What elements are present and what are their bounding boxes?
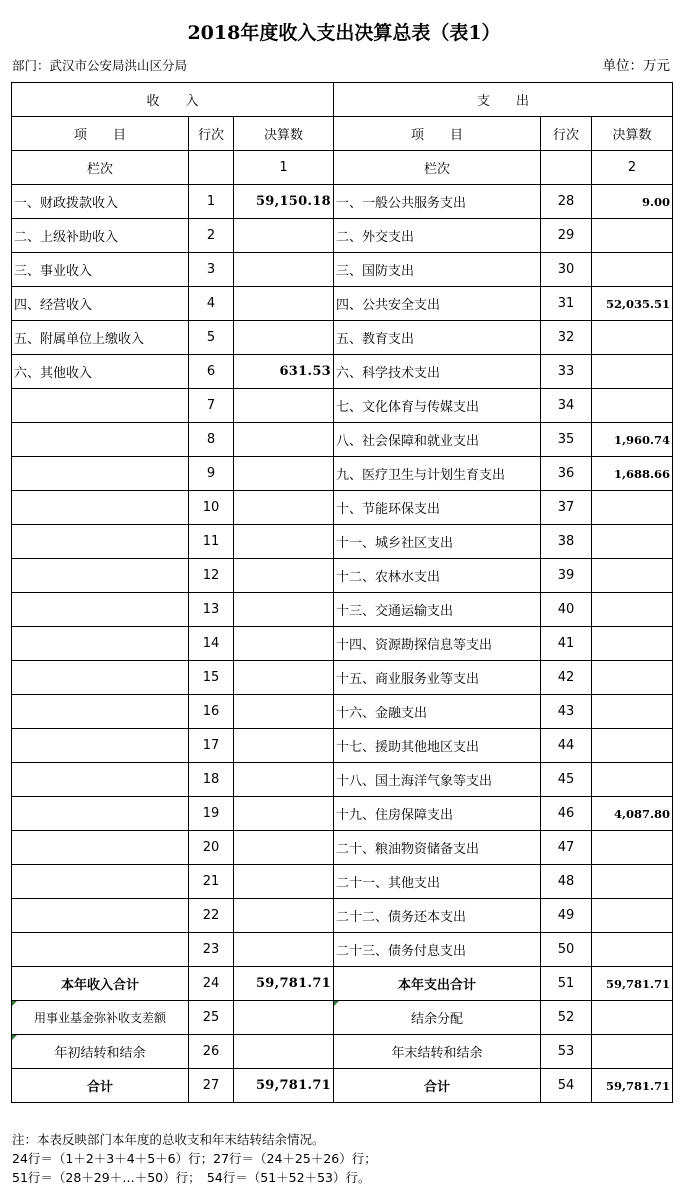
expense-amount bbox=[592, 559, 673, 593]
expense-item: 二十三、债务付息支出 bbox=[334, 933, 541, 967]
income-line-no: 9 bbox=[189, 457, 234, 491]
budget-table bbox=[11, 82, 673, 1103]
income-line-no: 21 bbox=[189, 865, 234, 899]
expense-item: 十三、交通运输支出 bbox=[334, 593, 541, 627]
table-row bbox=[12, 525, 673, 559]
expense-item: 四、公共安全支出 bbox=[334, 287, 541, 321]
income-item bbox=[12, 593, 189, 627]
expense-column-number: 2 bbox=[592, 151, 673, 185]
income-amount bbox=[234, 423, 334, 457]
unit-label: 单位：万元 bbox=[602, 58, 670, 74]
surplus-distribution-amount bbox=[592, 1001, 673, 1035]
begin-balance-amount bbox=[234, 1035, 334, 1069]
expense-amount: 4,087.80 bbox=[592, 797, 673, 831]
income-amount bbox=[234, 253, 334, 287]
column-number-row bbox=[12, 151, 673, 185]
expense-line-no: 44 bbox=[541, 729, 592, 763]
end-balance-amount bbox=[592, 1035, 673, 1069]
income-amount bbox=[234, 457, 334, 491]
begin-balance-line-no: 26 bbox=[189, 1035, 234, 1069]
income-line-no: 23 bbox=[189, 933, 234, 967]
income-item bbox=[12, 423, 189, 457]
end-balance-label: 年末结转和结余 bbox=[334, 1035, 541, 1069]
expense-amount bbox=[592, 661, 673, 695]
expense-item: 六、科学技术支出 bbox=[334, 355, 541, 389]
income-line-no: 3 bbox=[189, 253, 234, 287]
expense-line-no-header: 行次 bbox=[541, 117, 592, 151]
grand-expense-label: 合计 bbox=[334, 1069, 541, 1103]
table-row bbox=[12, 729, 673, 763]
income-amount bbox=[234, 729, 334, 763]
expense-item: 二、外交支出 bbox=[334, 219, 541, 253]
income-line-no: 17 bbox=[189, 729, 234, 763]
expense-amount: 1,960.74 bbox=[592, 423, 673, 457]
table-row bbox=[12, 219, 673, 253]
income-item bbox=[12, 627, 189, 661]
expense-item: 九、医疗卫生与计划生育支出 bbox=[334, 457, 541, 491]
income-total-line-no: 24 bbox=[189, 967, 234, 1001]
expense-amount bbox=[592, 355, 673, 389]
income-item bbox=[12, 457, 189, 491]
expense-amount: 52,035.51 bbox=[592, 287, 673, 321]
income-line-no: 5 bbox=[189, 321, 234, 355]
expense-amount-header: 决算数 bbox=[592, 117, 673, 151]
grand-income-amount: 59,781.71 bbox=[234, 1069, 334, 1103]
table-row bbox=[12, 491, 673, 525]
grand-total-row bbox=[12, 1069, 673, 1103]
expense-amount bbox=[592, 219, 673, 253]
income-line-no: 4 bbox=[189, 287, 234, 321]
expense-item: 三、国防支出 bbox=[334, 253, 541, 287]
expense-line-no: 36 bbox=[541, 457, 592, 491]
income-item bbox=[12, 797, 189, 831]
expense-item: 二十一、其他支出 bbox=[334, 865, 541, 899]
expense-amount: 1,688.66 bbox=[592, 457, 673, 491]
column-header-row bbox=[12, 117, 673, 151]
expense-line-no: 40 bbox=[541, 593, 592, 627]
annual-total-row bbox=[12, 967, 673, 1001]
income-item: 二、上级补助收入 bbox=[12, 219, 189, 253]
expense-line-no: 28 bbox=[541, 185, 592, 219]
expense-item-header: 项 目 bbox=[334, 117, 541, 151]
balance-row bbox=[12, 1035, 673, 1069]
expense-amount bbox=[592, 831, 673, 865]
expense-item: 十四、资源勘探信息等支出 bbox=[334, 627, 541, 661]
income-line-no: 11 bbox=[189, 525, 234, 559]
income-item: 五、附属单位上缴收入 bbox=[12, 321, 189, 355]
table-row bbox=[12, 661, 673, 695]
expense-amount bbox=[592, 729, 673, 763]
section-header-row bbox=[12, 83, 673, 117]
table-row bbox=[12, 695, 673, 729]
income-line-no: 18 bbox=[189, 763, 234, 797]
report-title: 2018年度收入支出决算总表（表1） bbox=[187, 22, 501, 44]
expense-amount bbox=[592, 389, 673, 423]
income-amount bbox=[234, 627, 334, 661]
income-section-header: 收 入 bbox=[12, 83, 334, 117]
income-line-no: 7 bbox=[189, 389, 234, 423]
income-amount: 631.53 bbox=[234, 355, 334, 389]
income-line-no: 12 bbox=[189, 559, 234, 593]
expense-amount bbox=[592, 763, 673, 797]
expense-section-header: 支 出 bbox=[334, 83, 673, 117]
income-amount bbox=[234, 219, 334, 253]
expense-line-no: 47 bbox=[541, 831, 592, 865]
income-amount bbox=[234, 559, 334, 593]
table-row bbox=[12, 287, 673, 321]
fund-offset-label: 用事业基金弥补收支差额 bbox=[12, 1001, 189, 1035]
grand-income-line-no: 27 bbox=[189, 1069, 234, 1103]
expense-line-no: 35 bbox=[541, 423, 592, 457]
footnotes bbox=[12, 1130, 377, 1187]
income-amount bbox=[234, 389, 334, 423]
table-row bbox=[12, 593, 673, 627]
fund-offset-line-no: 25 bbox=[189, 1001, 234, 1035]
empty-cell bbox=[189, 151, 234, 185]
income-amount bbox=[234, 763, 334, 797]
expense-line-no: 34 bbox=[541, 389, 592, 423]
income-amount bbox=[234, 899, 334, 933]
table-row bbox=[12, 389, 673, 423]
income-item bbox=[12, 389, 189, 423]
income-line-no: 6 bbox=[189, 355, 234, 389]
table-row bbox=[12, 763, 673, 797]
data-rows bbox=[12, 185, 673, 967]
income-amount bbox=[234, 695, 334, 729]
income-item: 四、经营收入 bbox=[12, 287, 189, 321]
income-item-header: 项 目 bbox=[12, 117, 189, 151]
expense-line-no: 37 bbox=[541, 491, 592, 525]
expense-item: 十一、城乡社区支出 bbox=[334, 525, 541, 559]
expense-amount: 9.00 bbox=[592, 185, 673, 219]
expense-line-no: 33 bbox=[541, 355, 592, 389]
expense-line-no: 29 bbox=[541, 219, 592, 253]
income-amount bbox=[234, 933, 334, 967]
income-item bbox=[12, 865, 189, 899]
expense-line-no: 42 bbox=[541, 661, 592, 695]
income-item bbox=[12, 729, 189, 763]
table-row bbox=[12, 457, 673, 491]
expense-amount bbox=[592, 865, 673, 899]
income-line-no: 8 bbox=[189, 423, 234, 457]
expense-line-no: 45 bbox=[541, 763, 592, 797]
expense-item: 十二、农林水支出 bbox=[334, 559, 541, 593]
income-amount bbox=[234, 321, 334, 355]
income-total-amount: 59,781.71 bbox=[234, 967, 334, 1001]
expense-item: 一、一般公共服务支出 bbox=[334, 185, 541, 219]
expense-item: 五、教育支出 bbox=[334, 321, 541, 355]
table-row bbox=[12, 865, 673, 899]
income-column-label: 栏次 bbox=[12, 151, 189, 185]
income-amount bbox=[234, 865, 334, 899]
note-line: 24行＝（1＋2＋3＋4＋5＋6）行；27行＝（24＋25＋26）行； bbox=[12, 1151, 377, 1166]
income-item bbox=[12, 525, 189, 559]
income-amount bbox=[234, 661, 334, 695]
expense-amount bbox=[592, 933, 673, 967]
expense-item: 八、社会保障和就业支出 bbox=[334, 423, 541, 457]
expense-item: 十、节能环保支出 bbox=[334, 491, 541, 525]
income-total-label: 本年收入合计 bbox=[12, 967, 189, 1001]
expense-item: 十九、住房保障支出 bbox=[334, 797, 541, 831]
note-line: 51行＝（28＋29＋…＋50）行； 54行＝（51＋52＋53）行。 bbox=[12, 1170, 371, 1185]
expense-line-no: 30 bbox=[541, 253, 592, 287]
expense-amount bbox=[592, 695, 673, 729]
end-balance-line-no: 53 bbox=[541, 1035, 592, 1069]
expense-amount bbox=[592, 593, 673, 627]
table-row bbox=[12, 185, 673, 219]
income-line-no: 22 bbox=[189, 899, 234, 933]
table-row bbox=[12, 423, 673, 457]
income-line-no: 2 bbox=[189, 219, 234, 253]
income-line-no: 15 bbox=[189, 661, 234, 695]
expense-line-no: 49 bbox=[541, 899, 592, 933]
expense-line-no: 32 bbox=[541, 321, 592, 355]
expense-amount bbox=[592, 321, 673, 355]
income-amount bbox=[234, 831, 334, 865]
expense-item: 十八、国土海洋气象等支出 bbox=[334, 763, 541, 797]
expense-line-no: 31 bbox=[541, 287, 592, 321]
expense-item: 十六、金融支出 bbox=[334, 695, 541, 729]
income-amount bbox=[234, 797, 334, 831]
income-item bbox=[12, 831, 189, 865]
table-row bbox=[12, 253, 673, 287]
expense-item: 七、文化体育与传媒支出 bbox=[334, 389, 541, 423]
income-line-no: 1 bbox=[189, 185, 234, 219]
income-item: 一、财政拨款收入 bbox=[12, 185, 189, 219]
income-amount bbox=[234, 491, 334, 525]
grand-expense-amount: 59,781.71 bbox=[592, 1069, 673, 1103]
expense-amount bbox=[592, 253, 673, 287]
income-line-no: 19 bbox=[189, 797, 234, 831]
income-line-no: 10 bbox=[189, 491, 234, 525]
expense-line-no: 43 bbox=[541, 695, 592, 729]
income-column-number: 1 bbox=[234, 151, 334, 185]
expense-line-no: 38 bbox=[541, 525, 592, 559]
expense-item: 二十、粮油物资储备支出 bbox=[334, 831, 541, 865]
income-line-no: 14 bbox=[189, 627, 234, 661]
table-row bbox=[12, 933, 673, 967]
expense-amount bbox=[592, 491, 673, 525]
fund-offset-amount bbox=[234, 1001, 334, 1035]
expense-column-label: 栏次 bbox=[334, 151, 541, 185]
expense-total-label: 本年支出合计 bbox=[334, 967, 541, 1001]
income-item: 三、事业收入 bbox=[12, 253, 189, 287]
income-amount bbox=[234, 287, 334, 321]
income-item bbox=[12, 559, 189, 593]
table-row bbox=[12, 355, 673, 389]
surplus-distribution-label: 结余分配 bbox=[334, 1001, 541, 1035]
income-item bbox=[12, 695, 189, 729]
income-line-no: 13 bbox=[189, 593, 234, 627]
income-item: 六、其他收入 bbox=[12, 355, 189, 389]
table-row bbox=[12, 321, 673, 355]
income-amount: 59,150.18 bbox=[234, 185, 334, 219]
income-amount bbox=[234, 593, 334, 627]
income-line-no-header: 行次 bbox=[189, 117, 234, 151]
expense-line-no: 39 bbox=[541, 559, 592, 593]
fund-offset-row bbox=[12, 1001, 673, 1035]
income-item bbox=[12, 933, 189, 967]
table-row bbox=[12, 627, 673, 661]
begin-balance-label: 年初结转和结余 bbox=[12, 1035, 189, 1069]
income-item bbox=[12, 899, 189, 933]
income-item bbox=[12, 763, 189, 797]
expense-line-no: 46 bbox=[541, 797, 592, 831]
income-item bbox=[12, 491, 189, 525]
expense-total-amount: 59,781.71 bbox=[592, 967, 673, 1001]
table-row bbox=[12, 899, 673, 933]
income-item bbox=[12, 661, 189, 695]
income-line-no: 20 bbox=[189, 831, 234, 865]
grand-expense-line-no: 54 bbox=[541, 1069, 592, 1103]
expense-item: 十七、援助其他地区支出 bbox=[334, 729, 541, 763]
note-line: 注：本表反映部门本年度的总收支和年末结转结余情况。 bbox=[12, 1132, 325, 1147]
expense-amount bbox=[592, 899, 673, 933]
empty-cell bbox=[541, 151, 592, 185]
income-amount bbox=[234, 525, 334, 559]
table-row bbox=[12, 831, 673, 865]
table-row bbox=[12, 797, 673, 831]
income-line-no: 16 bbox=[189, 695, 234, 729]
expense-line-no: 41 bbox=[541, 627, 592, 661]
surplus-distribution-line-no: 52 bbox=[541, 1001, 592, 1035]
expense-line-no: 50 bbox=[541, 933, 592, 967]
expense-amount bbox=[592, 525, 673, 559]
expense-item: 十五、商业服务业等支出 bbox=[334, 661, 541, 695]
table-row bbox=[12, 559, 673, 593]
expense-total-line-no: 51 bbox=[541, 967, 592, 1001]
department-label: 部门：武汉市公安局洪山区分局 bbox=[12, 58, 188, 73]
expense-item: 二十二、债务还本支出 bbox=[334, 899, 541, 933]
expense-line-no: 48 bbox=[541, 865, 592, 899]
income-amount-header: 决算数 bbox=[234, 117, 334, 151]
grand-income-label: 合计 bbox=[12, 1069, 189, 1103]
expense-amount bbox=[592, 627, 673, 661]
